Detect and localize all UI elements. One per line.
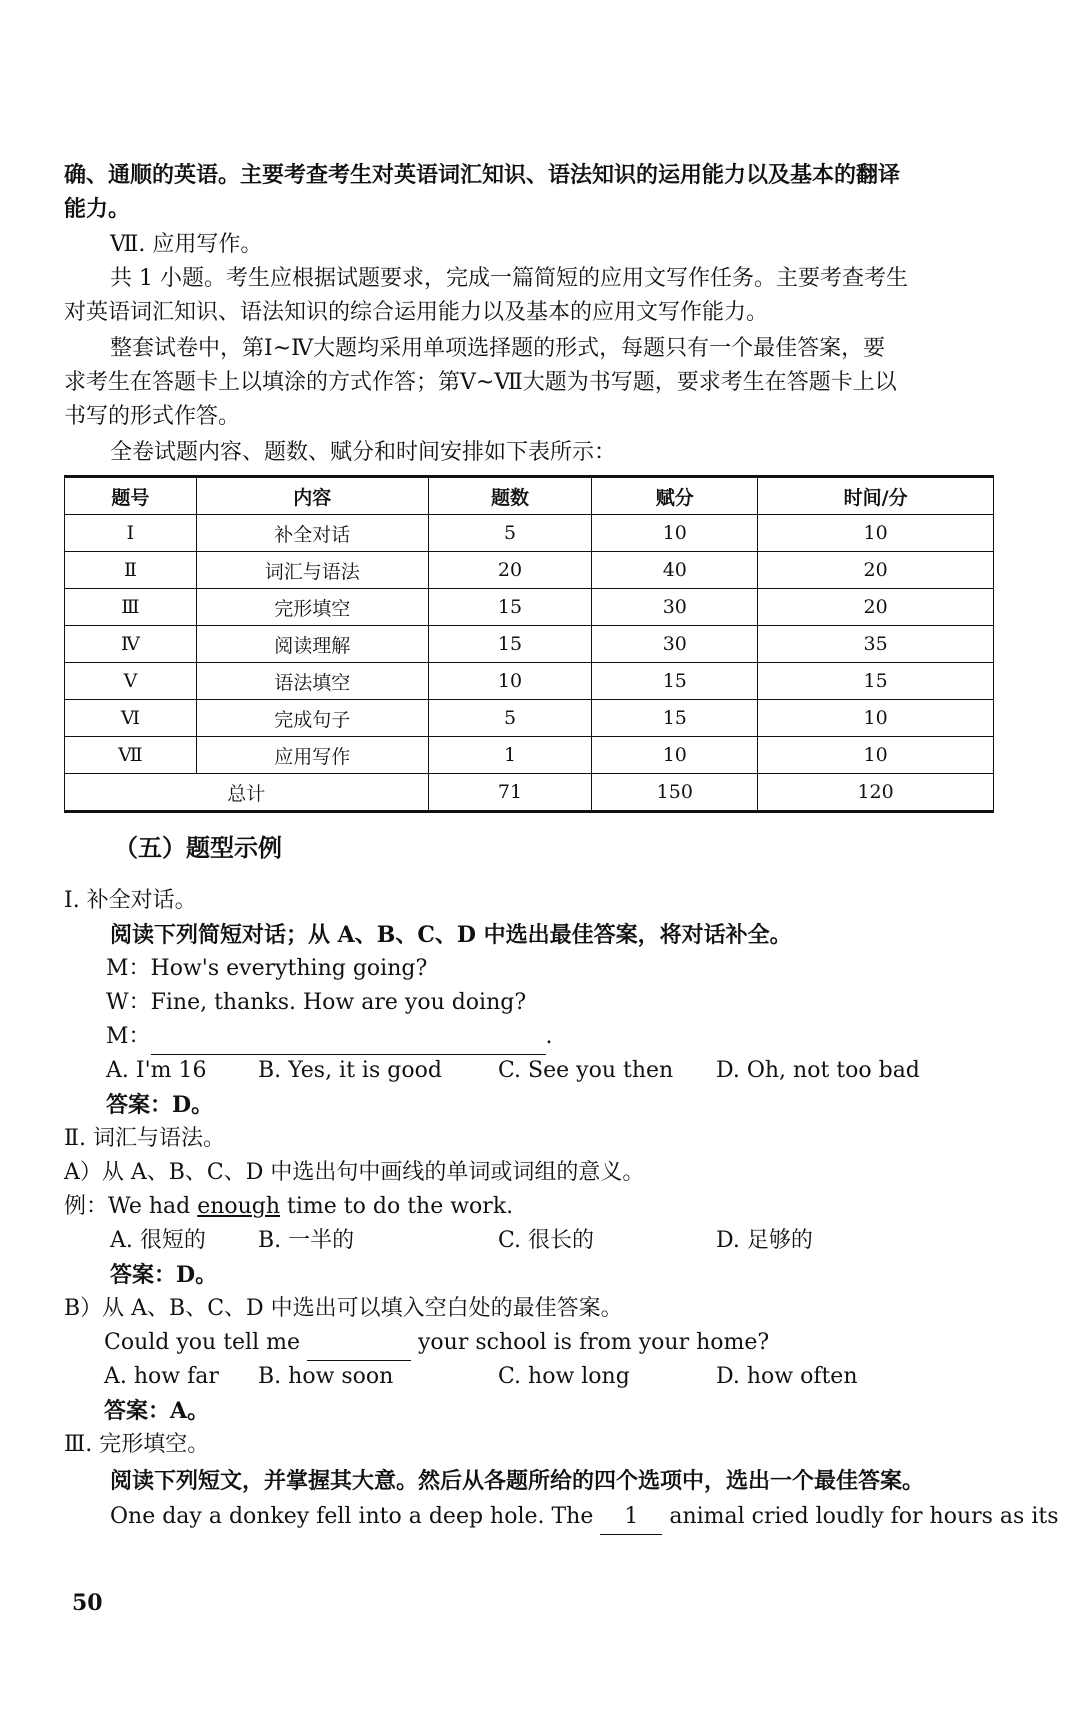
header-cell: 题数 — [428, 477, 592, 515]
section7-title: Ⅶ. 应用写作。 — [110, 232, 263, 257]
option-a: A. how far — [104, 1364, 219, 1389]
cell: 15 — [758, 663, 994, 700]
section2b-question — [104, 1326, 769, 1361]
table-total-row — [65, 774, 994, 812]
cell: 阅读理解 — [196, 626, 428, 663]
option-d: D. 足够的 — [716, 1228, 813, 1253]
cell: 10 — [758, 700, 994, 737]
cell: 10 — [592, 737, 758, 774]
cell: Ⅵ — [65, 700, 197, 737]
cell: 5 — [428, 515, 592, 552]
option-a: A. I'm 16 — [106, 1058, 207, 1083]
page-number: 50 — [72, 1590, 103, 1616]
table-row — [65, 515, 994, 552]
passage-suffix: animal cried loudly for hours as its — [662, 1504, 1059, 1529]
format-line-3: 书写的形式作答。 — [64, 404, 241, 429]
cell: 1 — [428, 737, 592, 774]
cell: 5 — [428, 700, 592, 737]
table-row — [65, 663, 994, 700]
section3-passage — [110, 1500, 1059, 1535]
section2a-options — [110, 1224, 990, 1258]
table-row — [65, 552, 994, 589]
option-c: C. how long — [498, 1364, 630, 1389]
answer-blank — [307, 1326, 411, 1361]
option-c: C. See you then — [498, 1058, 674, 1083]
total-cell: 120 — [758, 774, 994, 812]
cell: 15 — [428, 626, 592, 663]
answer-blank — [151, 1020, 546, 1055]
option-b: B. how soon — [258, 1364, 394, 1389]
cell: 20 — [758, 589, 994, 626]
schedule-table — [64, 475, 994, 813]
option-b: B. Yes, it is good — [258, 1058, 442, 1083]
numbered-blank: 1 — [600, 1500, 662, 1535]
section2b-options — [104, 1360, 984, 1394]
section1-instruction: 阅读下列简短对话；从 A、B、C、D 中选出最佳答案，将对话补全。 — [110, 922, 792, 948]
section3-title: Ⅲ. 完形填空。 — [64, 1432, 210, 1457]
cell: 30 — [592, 626, 758, 663]
section2-title: Ⅱ. 词汇与语法。 — [64, 1126, 225, 1151]
cell: 15 — [428, 589, 592, 626]
total-label: 总计 — [65, 774, 429, 812]
table-row — [65, 700, 994, 737]
cell: 10 — [428, 663, 592, 700]
section1-options — [106, 1054, 986, 1088]
cell: Ⅱ — [65, 552, 197, 589]
table-caption: 全卷试题内容、题数、赋分和时间安排如下表所示： — [110, 440, 617, 465]
cell: 词汇与语法 — [196, 552, 428, 589]
question-suffix: your school is from your home? — [411, 1330, 770, 1355]
cell: 完成句子 — [196, 700, 428, 737]
example-suffix: time to do the work. — [280, 1194, 514, 1219]
dialog-line-w1: W：Fine, thanks. How are you doing? — [106, 990, 527, 1015]
cell: Ⅴ — [65, 663, 197, 700]
section2a-example — [64, 1190, 513, 1224]
dialog-line-m1: M：How's everything going? — [106, 956, 428, 981]
format-line-1: 整套试卷中，第Ⅰ~Ⅳ大题均采用单项选择题的形式，每题只有一个最佳答案，要 — [110, 336, 886, 361]
example-prefix: 例：We had — [64, 1194, 198, 1219]
passage-prefix: One day a donkey fell into a deep hole. The — [110, 1504, 601, 1529]
cell: 20 — [758, 552, 994, 589]
cell: 完形填空 — [196, 589, 428, 626]
cell: 语法填空 — [196, 663, 428, 700]
section2a-instruction: A）从 A、B、C、D 中选出句中画线的单词或词组的意义。 — [64, 1160, 645, 1185]
table-row — [65, 589, 994, 626]
option-d: D. how often — [716, 1364, 858, 1389]
header-cell: 内容 — [196, 477, 428, 515]
cell: 补全对话 — [196, 515, 428, 552]
cell: 20 — [428, 552, 592, 589]
cell: 40 — [592, 552, 758, 589]
section7-line-1: 共 1 小题。考生应根据试题要求，完成一篇简短的应用文写作任务。主要考查考生 — [110, 266, 908, 291]
section2b-instruction: B）从 A、B、C、D 中选出可以填入空白处的最佳答案。 — [64, 1296, 623, 1321]
table-row — [65, 626, 994, 663]
header-cell: 赋分 — [592, 477, 758, 515]
option-c: C. 很长的 — [498, 1228, 595, 1253]
cell: Ⅳ — [65, 626, 197, 663]
section-heading: （五）题型示例 — [114, 833, 282, 862]
cell: 10 — [758, 737, 994, 774]
question-prefix: Could you tell me — [104, 1330, 307, 1355]
cell: 30 — [592, 589, 758, 626]
section1-answer: 答案：D。 — [106, 1092, 214, 1118]
dialog-line-m2 — [106, 1020, 553, 1055]
cell: 15 — [592, 700, 758, 737]
table-header-row — [65, 477, 994, 515]
section1-title: Ⅰ. 补全对话。 — [64, 888, 197, 913]
cell: Ⅰ — [65, 515, 197, 552]
option-a: A. 很短的 — [110, 1228, 206, 1253]
header-cell: 题号 — [65, 477, 197, 515]
cell: Ⅲ — [65, 589, 197, 626]
cell: 35 — [758, 626, 994, 663]
section2a-answer: 答案：D。 — [110, 1262, 218, 1288]
cell: 10 — [592, 515, 758, 552]
underlined-word: enough — [197, 1194, 281, 1219]
cell: 10 — [758, 515, 994, 552]
format-line-2: 求考生在答题卡上以填涂的方式作答；第Ⅴ~Ⅶ大题为书写题，要求考生在答题卡上以 — [64, 370, 897, 395]
cell: 15 — [592, 663, 758, 700]
total-cell: 71 — [428, 774, 592, 812]
intro-line-1: 确、通顺的英语。主要考查考生对英语词汇知识、语法知识的运用能力以及基本的翻译 — [64, 162, 901, 188]
cell: 应用写作 — [196, 737, 428, 774]
blank-period: . — [545, 1024, 553, 1049]
table-row — [65, 737, 994, 774]
section7-line-2: 对英语词汇知识、语法知识的综合运用能力以及基本的应用文写作能力。 — [64, 300, 769, 325]
section2b-answer: 答案：A。 — [104, 1398, 210, 1424]
intro-line-2: 能力。 — [64, 196, 131, 222]
cell: Ⅶ — [65, 737, 197, 774]
option-b: B. 一半的 — [258, 1228, 355, 1253]
total-cell: 150 — [592, 774, 758, 812]
option-d: D. Oh, not too bad — [716, 1058, 920, 1083]
section3-instruction: 阅读下列短文，并掌握其大意。然后从各题所给的四个选项中，选出一个最佳答案。 — [110, 1468, 925, 1494]
speaker-label: M： — [106, 1024, 151, 1049]
header-cell: 时间/分 — [758, 477, 994, 515]
